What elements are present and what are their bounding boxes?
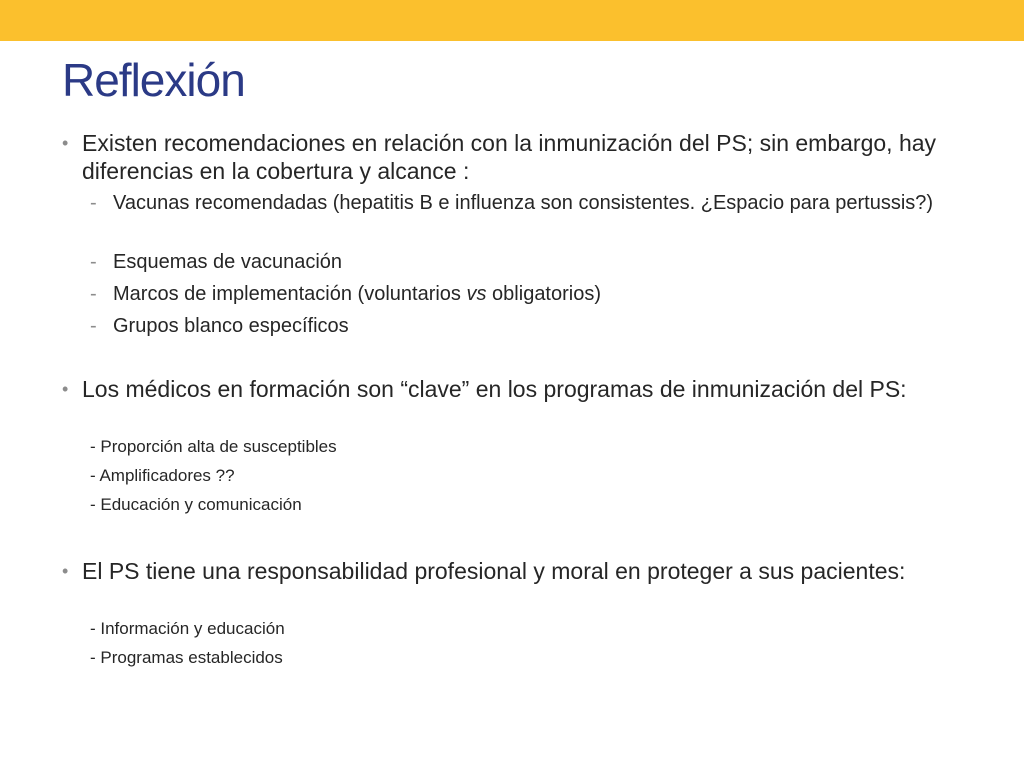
bullet-dot-icon: •	[62, 561, 69, 581]
list-item	[90, 191, 970, 216]
slide-title: Reflexión	[62, 54, 245, 106]
dash-marker: -	[90, 192, 97, 214]
dash-marker: -	[90, 315, 97, 337]
list-item-text: Grupos blanco específicos	[113, 315, 349, 337]
list-item	[90, 282, 970, 307]
list-item: - Educación y comunicación	[90, 495, 302, 514]
list-item-text: Vacunas recomendadas (hepatitis B e influenza son consistentes. ¿Espacio para pertussis?)	[113, 192, 934, 214]
bullet-dot-icon: •	[62, 379, 69, 399]
bullet-text: Existen recomendaciones en relación con la inmunización del PS; sin embargo, hay diferencias en la cobertura y alcance :	[82, 130, 937, 184]
list-item-text: Esquemas de vacunación	[113, 251, 343, 273]
bullet-text: Los médicos en formación son “clave” en los programas de inmunización del PS:	[82, 376, 907, 402]
top-accent-bar	[0, 0, 1024, 41]
dash-marker: -	[90, 283, 97, 305]
list-item: - Programas establecidos	[90, 648, 283, 667]
dash-marker: -	[90, 251, 97, 273]
list-item: - Amplificadores ??	[90, 466, 235, 485]
bullet-dot-icon: •	[62, 133, 69, 153]
bullet-text: El PS tiene una responsabilidad profesional y moral en proteger a sus pacientes:	[82, 558, 906, 584]
bullet-recommendations	[62, 129, 982, 185]
list-item	[90, 314, 970, 339]
list-item: - Proporción alta de susceptibles	[90, 437, 337, 456]
bullet-responsibility	[62, 557, 982, 585]
list-item: - Información y educación	[90, 619, 285, 638]
bullet-residents	[62, 375, 982, 403]
italic-vs: vs	[466, 283, 487, 305]
list-item-text: Marcos de implementación (voluntarios vs obligatorios)	[113, 283, 602, 305]
list-item	[90, 250, 970, 275]
